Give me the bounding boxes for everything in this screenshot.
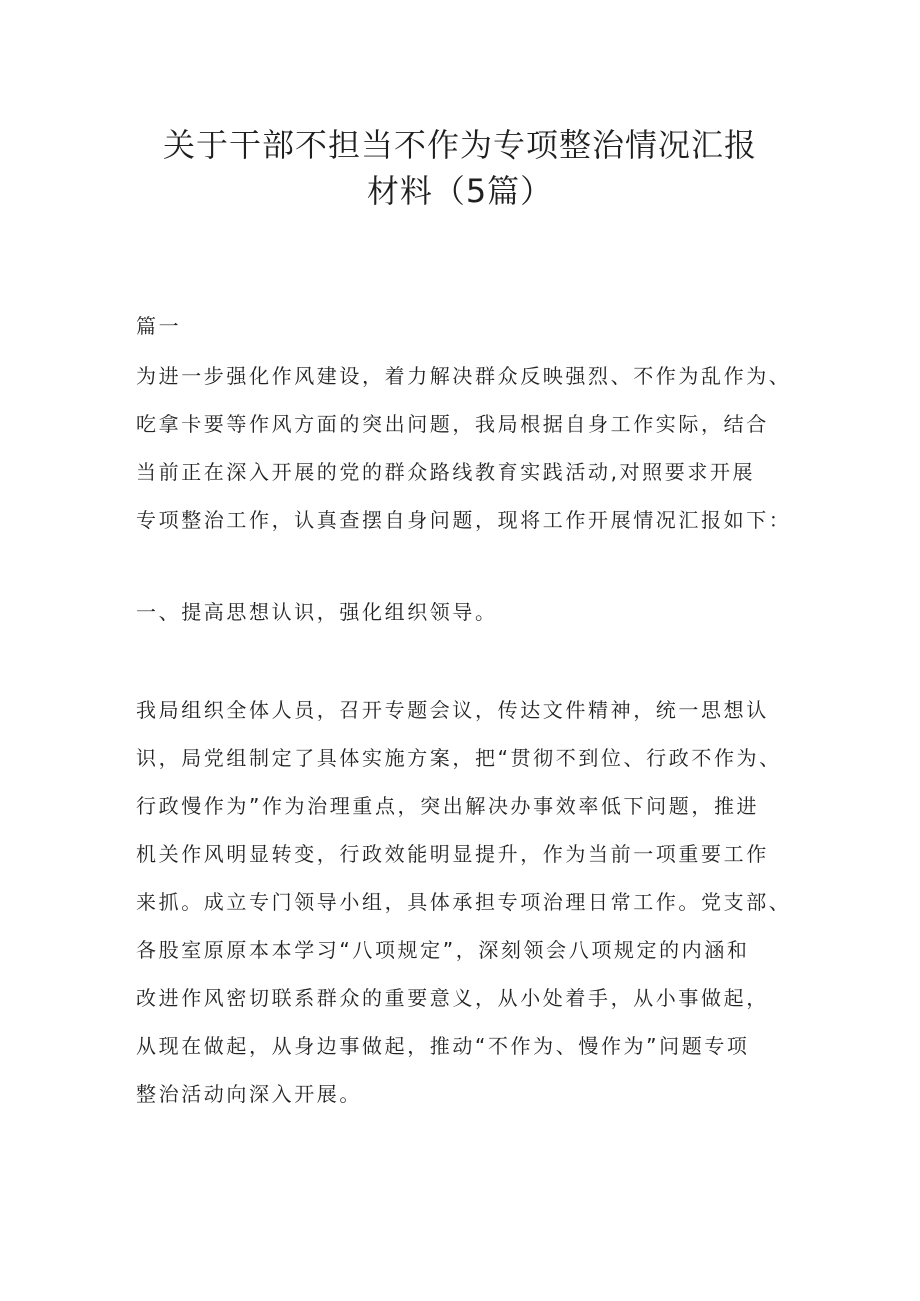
intro-line-3: 当前正在深入开展的党的群众路线教育实践活动,对照要求开展: [136, 460, 756, 484]
body-line-9: 整治活动向深入开展。: [136, 1082, 362, 1106]
body-line-6: 各股室原原本本学习“八项规定”，深刻领会八项规定的内涵和: [136, 938, 750, 962]
intro-line-1: 为进一步强化作风建设，着力解决群众反映强烈、不作为乱作为、: [136, 364, 792, 388]
document-title-line-2: 材料（5篇）: [366, 172, 554, 210]
body-line-2: 识，局党组制定了具体实施方案，把“贯彻不到位、行政不作为、: [136, 746, 782, 770]
intro-line-2: 吃拿卡要等作风方面的突出问题，我局根据自身工作实际，结合: [136, 412, 769, 436]
section-label: 篇一: [136, 314, 182, 338]
body-line-1: 我局组织全体人员，召开专题会议，传达文件精神，统一思想认: [136, 698, 769, 722]
body-line-7: 改进作风密切联系群众的重要意义，从小处着手，从小事做起，: [136, 986, 769, 1010]
intro-line-4: 专项整治工作，认真查摆自身问题，现将工作开展情况汇报如下：: [136, 508, 792, 532]
section-heading-1: 一、提高思想认识，强化组织领导。: [136, 600, 498, 624]
document-title-line-1: 关于干部不担当不作为专项整治情况汇报: [162, 126, 757, 164]
body-line-5: 来抓。成立专门领导小组，具体承担专项治理日常工作。党支部、: [136, 890, 792, 914]
body-line-4: 机关作风明显转变，行政效能明显提升，作为当前一项重要工作: [136, 842, 769, 866]
body-line-8: 从现在做起，从身边事做起，推动“不作为、慢作为”问题专项: [136, 1034, 750, 1058]
body-line-3: 行政慢作为”作为治理重点，突出解决办事效率低下问题，推进: [136, 794, 760, 818]
